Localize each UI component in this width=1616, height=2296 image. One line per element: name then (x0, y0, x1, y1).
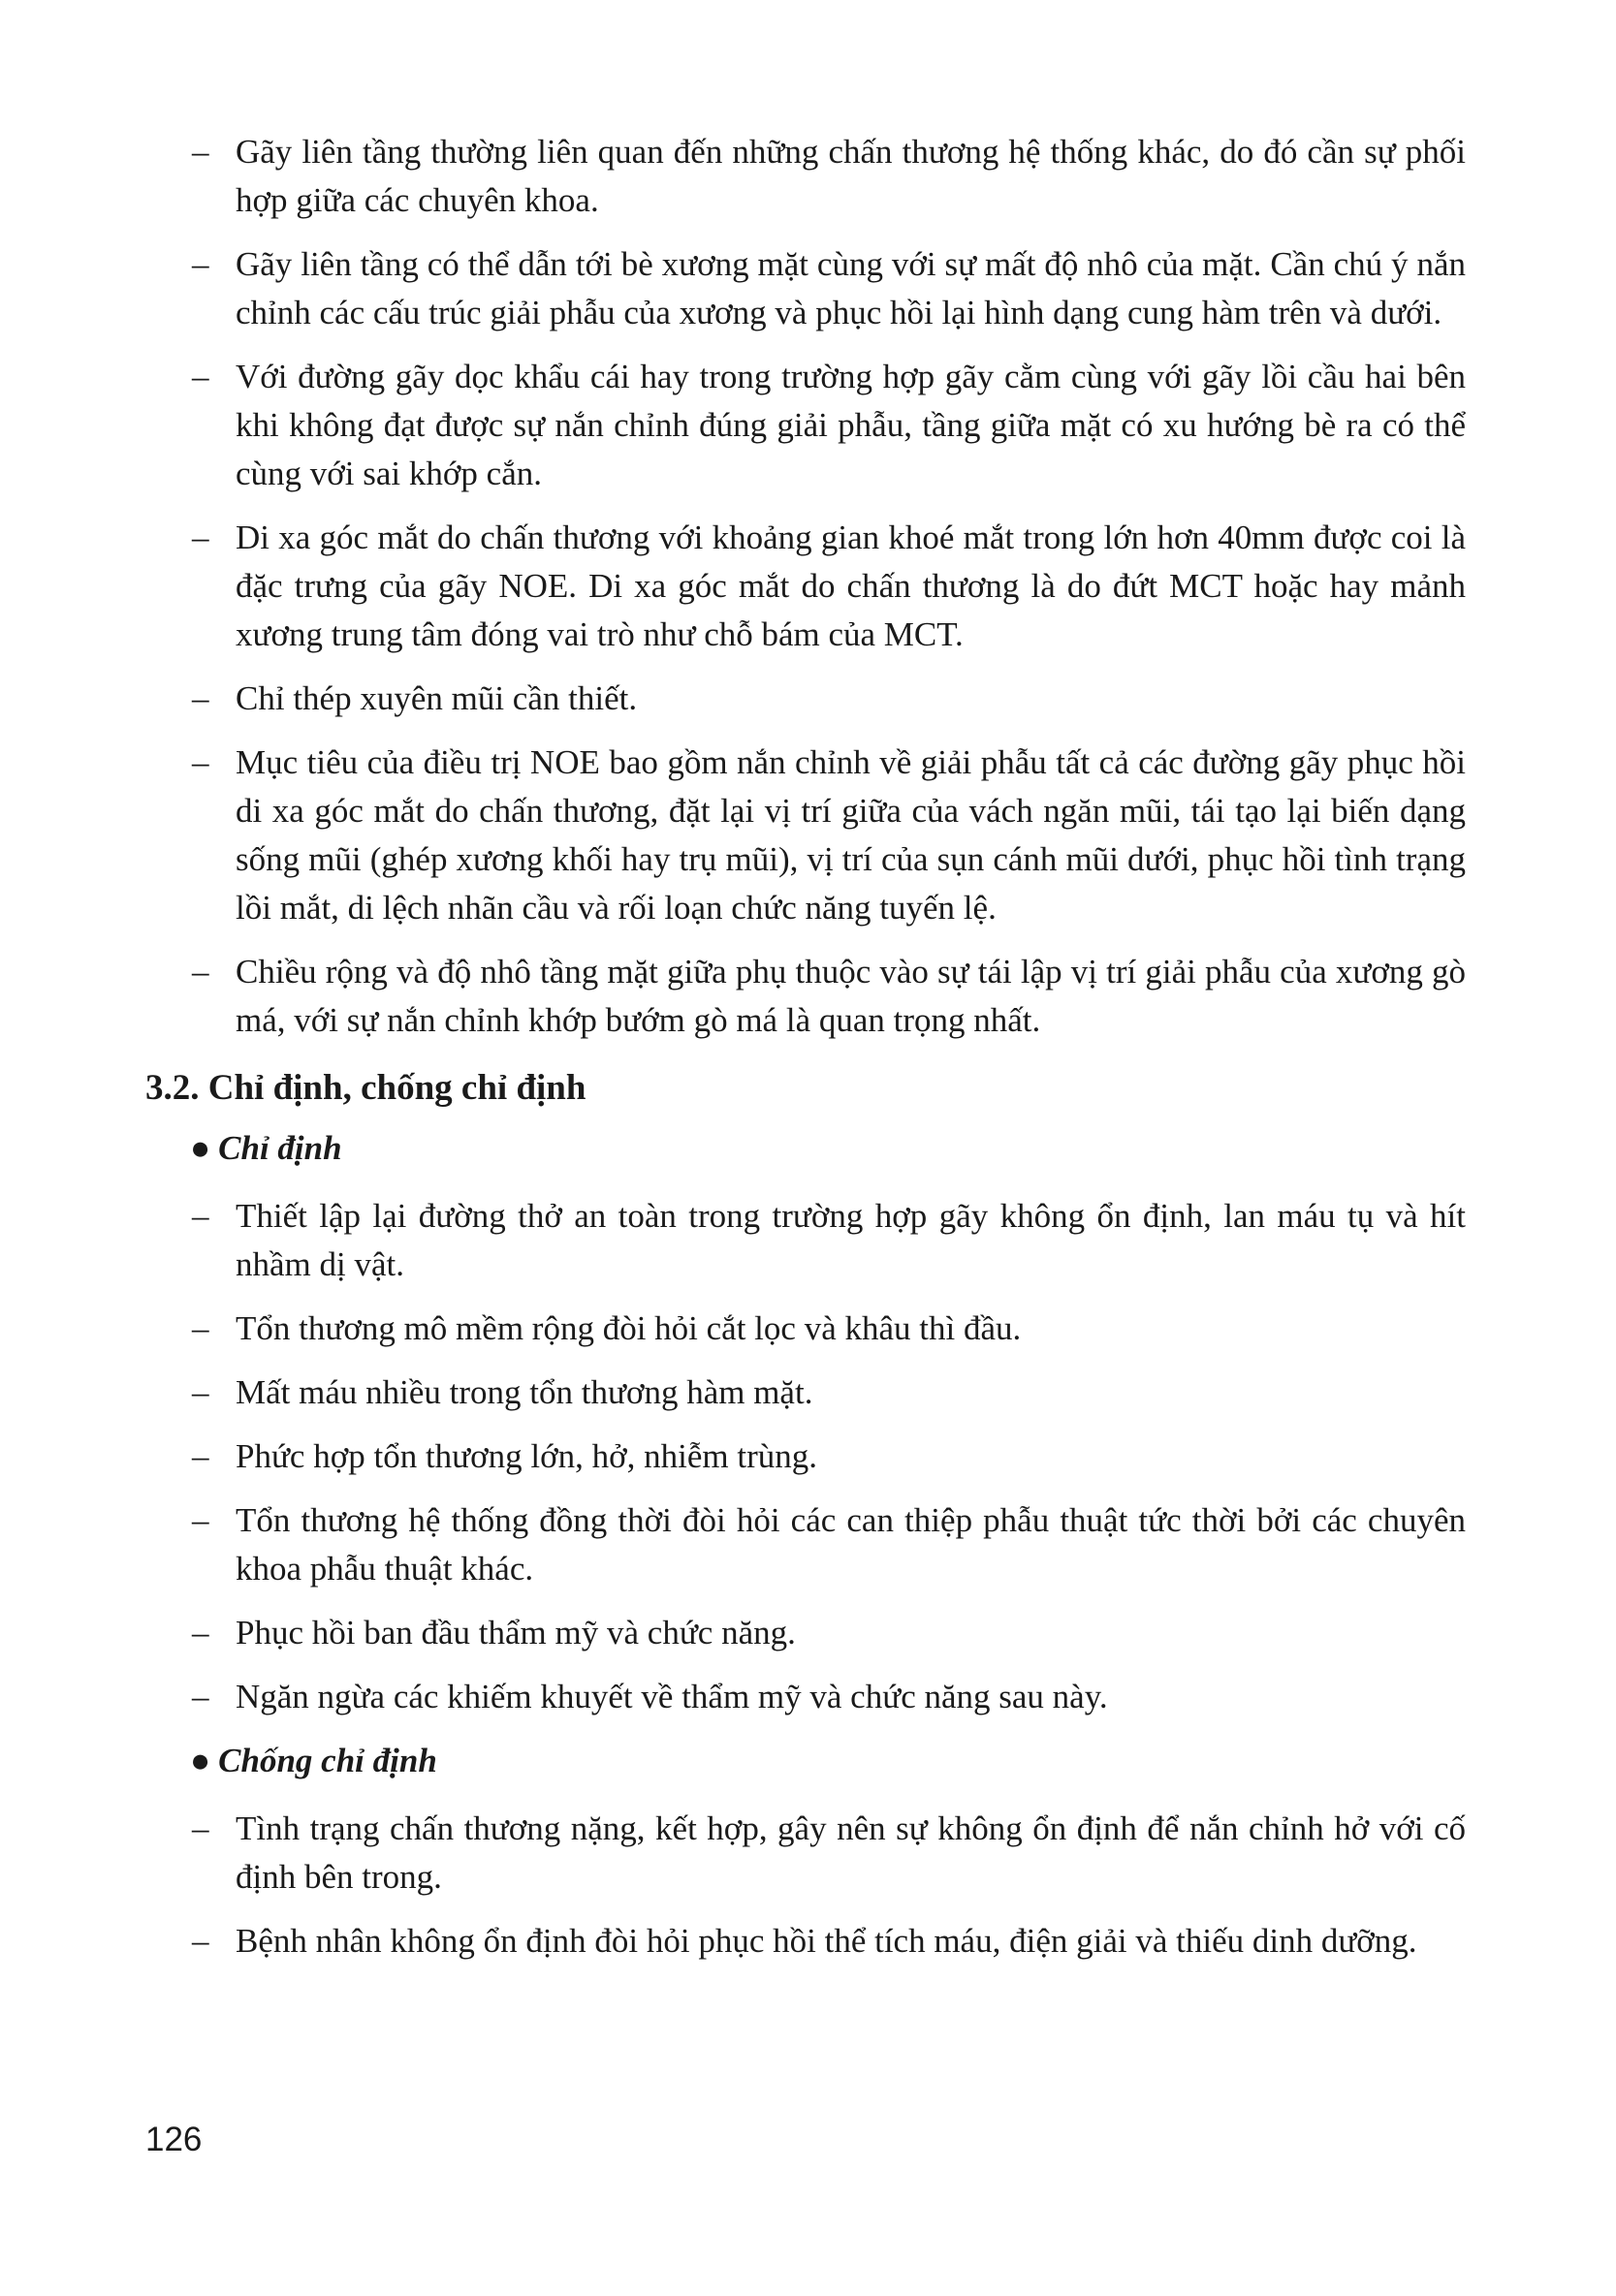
list-item-text: Mục tiêu của điều trị NOE bao gồm nắn chỉnh về giải phẫu tất cả các đường gãy phục hồi di xa góc mắt do chấn thương, đặt lại vị trí giữa của vách ngăn mũi, tái tạo lại biến dạng sống mũi (ghép xương khối hay trụ mũi), vị trí của sụn cánh mũi dưới, phục hồi tình trạng lồi mắt, di lệch nhãn cầu và rối loạn chức năng tuyến lệ. (236, 743, 1466, 927)
list-item (145, 1673, 1466, 1721)
dash-marker: – (192, 245, 209, 283)
section-heading: 3.2. Chỉ định, chống chỉ định (145, 1068, 586, 1108)
list-item (145, 948, 1466, 1045)
list-item-text: Phức hợp tổn thương lớn, hở, nhiễm trùng. (236, 1437, 818, 1475)
list-item-text: Gãy liên tầng có thể dẫn tới bè xương mặt cùng với sự mất độ nhô của mặt. Cần chú ý nắn chỉnh các cấu trúc giải phẫu của xương và phục hồi lại hình dạng cung hàm trên và dưới. (236, 245, 1466, 331)
list-item-text: Mất máu nhiều trong tổn thương hàm mặt. (236, 1373, 813, 1411)
list-item (145, 128, 1466, 225)
list-item (145, 1917, 1466, 1966)
list-item-text: Phục hồi ban đầu thẩm mỹ và chức năng. (236, 1614, 796, 1651)
dash-marker: – (192, 1678, 209, 1715)
dash-marker: – (192, 1809, 209, 1847)
list-item-text: Gãy liên tầng thường liên quan đến những chấn thương hệ thống khác, do đó cần sự phối hợp giữa các chuyên khoa. (236, 133, 1466, 219)
list-item-text: Ngăn ngừa các khiếm khuyết về thẩm mỹ và chức năng sau này. (236, 1678, 1108, 1715)
bullet-list-intro (145, 128, 1466, 1045)
dash-marker: – (192, 1614, 209, 1651)
bullet-icon: ● (190, 1129, 211, 1167)
list-item-text: Bệnh nhân không ổn định đòi hỏi phục hồi thể tích máu, điện giải và thiếu dinh dưỡng. (236, 1922, 1417, 1960)
contraindications-heading (190, 1737, 1466, 1785)
dash-marker: – (192, 679, 209, 717)
contraindications-title: Chống chỉ định (218, 1742, 437, 1779)
list-item (145, 1368, 1466, 1417)
document-page (145, 128, 1466, 1981)
list-item (145, 675, 1466, 723)
dash-marker: – (192, 1501, 209, 1539)
dash-marker: – (192, 358, 209, 395)
dash-marker: – (192, 1309, 209, 1347)
contraindications-list (145, 1805, 1466, 1966)
list-item (145, 739, 1466, 932)
list-item-text: Chiều rộng và độ nhô tầng mặt giữa phụ thuộc vào sự tái lập vị trí giải phẫu của xương gò má, với sự nắn chỉnh khớp bướm gò má là quan trọng nhất. (236, 953, 1466, 1039)
list-item-text: Chỉ thép xuyên mũi cần thiết. (236, 679, 638, 717)
dash-marker: – (192, 1437, 209, 1475)
list-item (145, 240, 1466, 337)
dash-marker: – (192, 519, 209, 556)
indications-title: Chỉ định (218, 1129, 342, 1167)
list-item (145, 353, 1466, 498)
list-item-text: Tổn thương hệ thống đồng thời đòi hỏi các can thiệp phẫu thuật tức thời bởi các chuyên khoa phẫu thuật khác. (236, 1501, 1466, 1588)
list-item (145, 1805, 1466, 1902)
dash-marker: – (192, 1197, 209, 1235)
list-item (145, 514, 1466, 659)
list-item (145, 1305, 1466, 1353)
list-item (145, 1609, 1466, 1657)
list-item-text: Tổn thương mô mềm rộng đòi hỏi cắt lọc và khâu thì đầu. (236, 1309, 1022, 1347)
list-item (145, 1432, 1466, 1481)
indications-list (145, 1192, 1466, 1721)
bullet-icon: ● (190, 1742, 211, 1779)
list-item (145, 1496, 1466, 1593)
list-item-text: Di xa góc mắt do chấn thương với khoảng gian khoé mắt trong lớn hơn 40mm được coi là đặc trưng của gãy NOE. Di xa góc mắt do chấn thương là do đứt MCT hoặc hay mảnh xương trung tâm đóng vai trò như chỗ bám của MCT. (236, 519, 1466, 653)
dash-marker: – (192, 133, 209, 171)
dash-marker: – (192, 1922, 209, 1960)
dash-marker: – (192, 953, 209, 991)
dash-marker: – (192, 743, 209, 781)
list-item-text: Thiết lập lại đường thở an toàn trong trường hợp gãy không ổn định, lan máu tụ và hít nhầm dị vật. (236, 1197, 1466, 1283)
list-item-text: Với đường gãy dọc khẩu cái hay trong trường hợp gãy cằm cùng với gãy lồi cầu hai bên khi không đạt được sự nắn chỉnh đúng giải phẫu, tầng giữa mặt có xu hướng bè ra có thể cùng với sai khớp cắn. (236, 358, 1466, 492)
indications-heading (190, 1124, 1466, 1173)
dash-marker: – (192, 1373, 209, 1411)
list-item (145, 1192, 1466, 1289)
page-number: 126 (145, 2121, 203, 2158)
list-item-text: Tình trạng chấn thương nặng, kết hợp, gây nên sự không ổn định để nắn chỉnh hở với cố định bên trong. (236, 1809, 1466, 1896)
